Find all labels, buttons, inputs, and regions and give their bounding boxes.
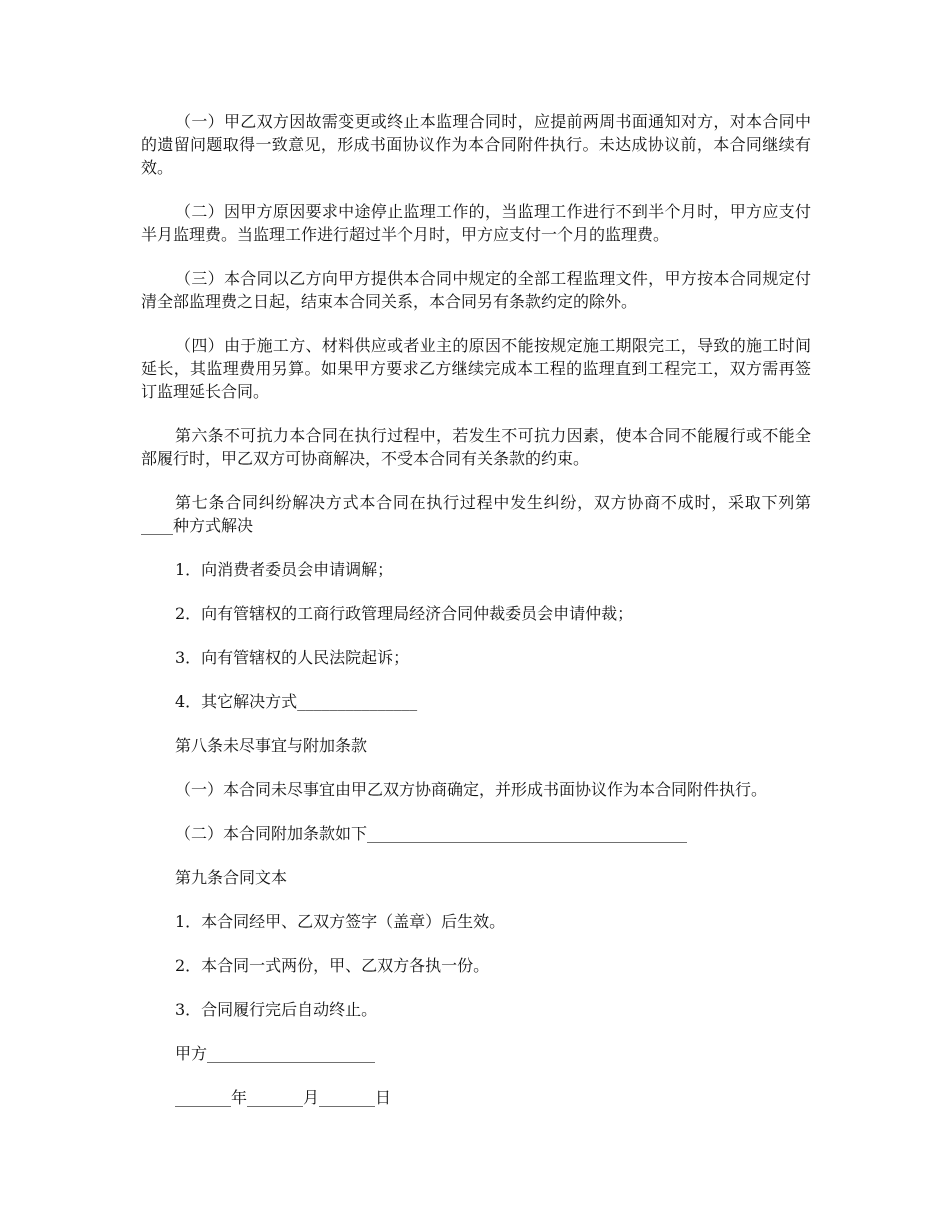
clause-9-item-1: 1．本合同经甲、乙双方签字（盖章）后生效。 bbox=[175, 912, 506, 931]
clause-7-dispute-resolution: 第七条合同纠纷解决方式本合同在执行过程中发生纠纷，双方协商不成时，采取下列第____种方式解决 bbox=[141, 493, 811, 535]
signature-date-line: _______年_______月_______日 bbox=[175, 1088, 392, 1107]
dispute-option-3: 3．向有管辖权的人民法院起诉； bbox=[175, 648, 410, 667]
clause-5-item-2: （二）因甲方原因要求中途停止监理工作的，当监理工作进行不到半个月时，甲方应支付半月监理费。当监理工作进行超过半个月时，甲方应支付一个月的监理费。 bbox=[141, 202, 811, 244]
clause-6-force-majeure: 第六条不可抗力本合同在执行过程中，若发生不可抗力因素，使本合同不能履行或不能全部履行时，甲乙双方可协商解决，不受本合同有关条款的约束。 bbox=[141, 426, 811, 468]
clause-9-heading: 第九条合同文本 bbox=[175, 868, 288, 887]
dispute-option-2: 2．向有管辖权的工商行政管理局经济合同仲裁委员会申请仲裁； bbox=[175, 604, 634, 623]
clause-8-item-2: （二）本合同附加条款如下________________________________________ bbox=[175, 824, 688, 843]
document-page bbox=[141, 110, 811, 1109]
clause-5-item-1: （一）甲乙双方因故需变更或终止本监理合同时，应提前两周书面通知对方，对本合同中的遗留问题取得一致意见，形成书面协议作为本合同附件执行。未达成协议前，本合同继续有效。 bbox=[141, 112, 811, 177]
dispute-option-4: 4．其它解决方式_______________ bbox=[175, 692, 418, 711]
clause-9-item-2: 2．本合同一式两份，甲、乙双方各执一份。 bbox=[175, 956, 490, 975]
clause-5-item-4: （四）由于施工方、材料供应或者业主的原因不能按规定施工期限完工，导致的施工时间延长，其监理费用另算。如果甲方要求乙方继续完成本工程的监理直到工程完工，双方需再签订监理延长合同。 bbox=[141, 336, 811, 401]
clause-8-item-1: （一）本合同未尽事宜由甲乙双方协商确定，并形成书面协议作为本合同附件执行。 bbox=[175, 780, 768, 799]
party-a-signature-line: 甲方_____________________ bbox=[175, 1044, 376, 1063]
clause-9-item-3: 3．合同履行完后自动终止。 bbox=[175, 1000, 378, 1019]
clause-8-heading: 第八条未尽事宜与附加条款 bbox=[175, 736, 368, 755]
dispute-option-1: 1．向消费者委员会申请调解； bbox=[175, 560, 394, 579]
clause-5-item-3: （三）本合同以乙方向甲方提供本合同中规定的全部工程监理文件，甲方按本合同规定付清全部监理费之日起，结束本合同关系，本合同另有条款约定的除外。 bbox=[141, 269, 811, 311]
